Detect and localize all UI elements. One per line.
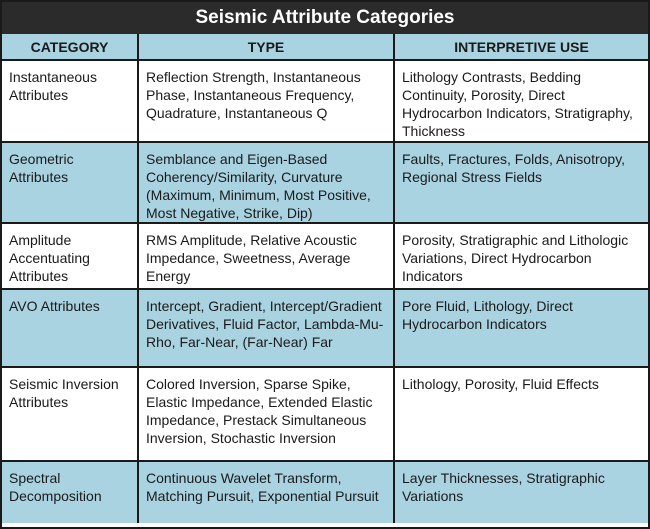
category-cell: Spectral Decomposition	[2, 461, 138, 523]
table-row	[2, 289, 648, 367]
table-row	[2, 223, 648, 289]
category-cell: Seismic Inversion Attributes	[2, 367, 138, 461]
attribute-table	[2, 34, 648, 523]
category-cell: Instantaneous Attributes	[2, 60, 138, 142]
category-cell: Amplitude Accentuating Attributes	[2, 223, 138, 289]
header-interpretive-use: INTERPRETIVE USE	[394, 34, 648, 60]
use-cell: Porosity, Stratigraphic and Lithologic Variations, Direct Hydrocarbon Indicators	[394, 223, 648, 289]
category-cell: Geometric Attributes	[2, 142, 138, 223]
type-cell: RMS Amplitude, Relative Acoustic Impedance, Sweetness, Average Energy	[138, 223, 394, 289]
table-row	[2, 461, 648, 523]
table-row	[2, 367, 648, 461]
header-category: CATEGORY	[2, 34, 138, 60]
table-title: Seismic Attribute Categories	[2, 2, 648, 34]
header-row	[2, 34, 648, 60]
table-row	[2, 142, 648, 223]
use-cell: Layer Thicknesses, Stratigraphic Variations	[394, 461, 648, 523]
type-cell: Colored Inversion, Sparse Spike, Elastic Impedance, Extended Elastic Impedance, Prestack Simultaneous Inversion, Stochastic Inversion	[138, 367, 394, 461]
type-cell: Intercept, Gradient, Intercept/Gradient Derivatives, Fluid Factor, Lambda-Mu-Rho, Far-Near, (Far-Near) Far	[138, 289, 394, 367]
header-type: TYPE	[138, 34, 394, 60]
category-cell: AVO Attributes	[2, 289, 138, 367]
use-cell: Faults, Fractures, Folds, Anisotropy, Regional Stress Fields	[394, 142, 648, 223]
table-row	[2, 60, 648, 142]
use-cell: Lithology, Porosity, Fluid Effects	[394, 367, 648, 461]
type-cell: Semblance and Eigen-Based Coherency/Similarity, Curvature (Maximum, Minimum, Most Positive, Most Negative, Strike, Dip)	[138, 142, 394, 223]
use-cell: Pore Fluid, Lithology, Direct Hydrocarbon Indicators	[394, 289, 648, 367]
type-cell: Reflection Strength, Instantaneous Phase, Instantaneous Frequency, Quadrature, Instantaneous Q	[138, 60, 394, 142]
type-cell: Continuous Wavelet Transform, Matching Pursuit, Exponential Pursuit	[138, 461, 394, 523]
use-cell: Lithology Contrasts, Bedding Continuity, Porosity, Direct Hydrocarbon Indicators, Stratigraphy, Thickness	[394, 60, 648, 142]
